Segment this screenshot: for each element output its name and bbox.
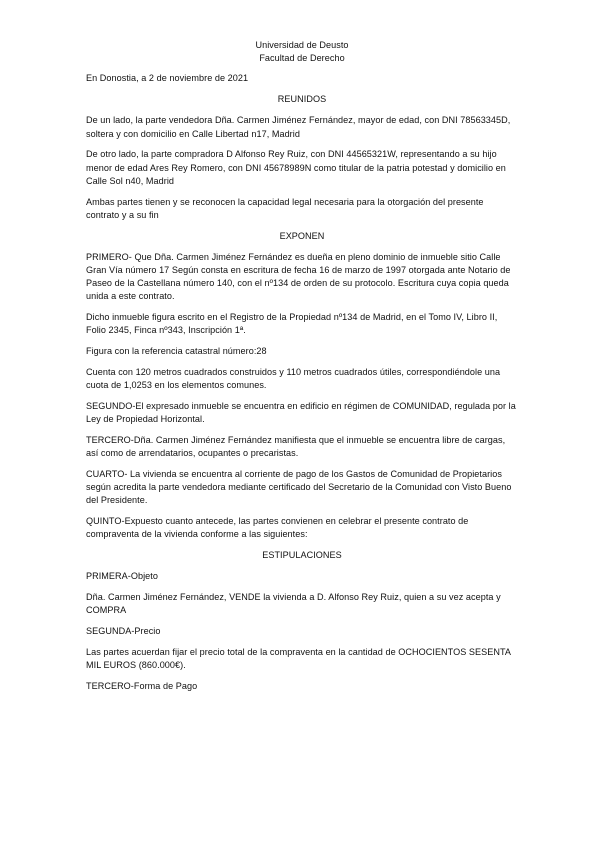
- paragraph-tercero: TERCERO-Dña. Carmen Jiménez Fernández manifiesta que el inmueble se encuentra libre de cargas, así como de arrendatarios, ocupantes o precaristas.: [86, 435, 506, 459]
- paragraph-segundo: SEGUNDO-El expresado inmueble se encuentra en edificio en régimen de COMUNIDAD, regulada por la Ley de Propiedad Horizontal.: [86, 401, 516, 425]
- clause-primera-text: Dña. Carmen Jiménez Fernández, VENDE la vivienda a D. Alfonso Rey Ruiz, quien a su vez acepta y COMPRA: [86, 592, 501, 616]
- clause-primera-heading: PRIMERA-Objeto: [86, 571, 158, 582]
- section-title-reunidos: REUNIDOS: [277, 94, 327, 105]
- place-date: En Donostia, a 2 de noviembre de 2021: [86, 73, 249, 84]
- clause-segunda-text: Las partes acuerdan fijar el precio total de la compraventa en la cantidad de OCHOCIENTOS SESENTA MIL EUROS (860.000€).: [86, 647, 511, 671]
- document-body: [86, 39, 518, 701]
- paragraph-metros: Cuenta con 120 metros cuadrados construidos y 110 metros cuadrados útiles, correspondiéndole una cuota de 1,0253 en los elementos comunes.: [86, 367, 501, 391]
- paragraph-buyer: De otro lado, la parte compradora D Alfonso Rey Ruiz, con DNI 44565321W, representando a su hijo menor de edad Ares Rey Romero, con DNI 45678989N como titular de la patria potestad y domicilio en Calle Sol n40, Madrid: [86, 149, 506, 186]
- institution-name: Universidad de Deusto: [255, 40, 349, 50]
- paragraph-quinto: QUINTO-Expuesto cuanto antecede, las partes convienen en celebrar el presente contrato de compraventa de la vivienda conforme a las siguientes:: [86, 516, 469, 540]
- section-title-estipulaciones: ESTIPULACIONES: [262, 550, 342, 561]
- paragraph-primero: PRIMERO- Que Dña. Carmen Jiménez Fernández es dueña en pleno dominio de inmueble sitio Calle Gran Vía número 17 Según consta en escritura de fecha 16 de marzo de 1997 otorgada ante Notario de Paseo de la Castellana número 140, con el nº134 de orden de su protocolo. Escritura cuya copia queda unida a este contrato.: [86, 251, 511, 302]
- paragraph-cuarto: CUARTO- La vivienda se encuentra al corriente de pago de los Gastos de Comunidad de Propietarios según acredita la parte vendedora mediante certificado del Secretario de la Comunidad con Visto Bueno del Presidente.: [86, 469, 512, 506]
- clause-segunda-heading: SEGUNDA-Precio: [86, 626, 161, 637]
- faculty-name: Facultad de Derecho: [259, 53, 345, 64]
- section-title-exponen: EXPONEN: [279, 230, 325, 241]
- paragraph-seller: De un lado, la parte vendedora Dña. Carmen Jiménez Fernández, mayor de edad, con DNI 78563345D, soltera y con domicilio en Calle Libertad n17, Madrid: [86, 115, 511, 139]
- paragraph-catastral: Figura con la referencia catastral número:28: [86, 346, 267, 357]
- clause-tercero-heading: TERCERO-Forma de Pago: [86, 681, 198, 692]
- paragraph-capacity: Ambas partes tienen y se reconocen la capacidad legal necesaria para la otorgación del presente contrato y a su fin: [86, 196, 484, 220]
- paragraph-registro: Dicho inmueble figura escrito en el Registro de la Propiedad nº134 de Madrid, en el Tomo IV, Libro II, Folio 2345, Finca nº343, Inscripción 1ª.: [86, 312, 498, 336]
